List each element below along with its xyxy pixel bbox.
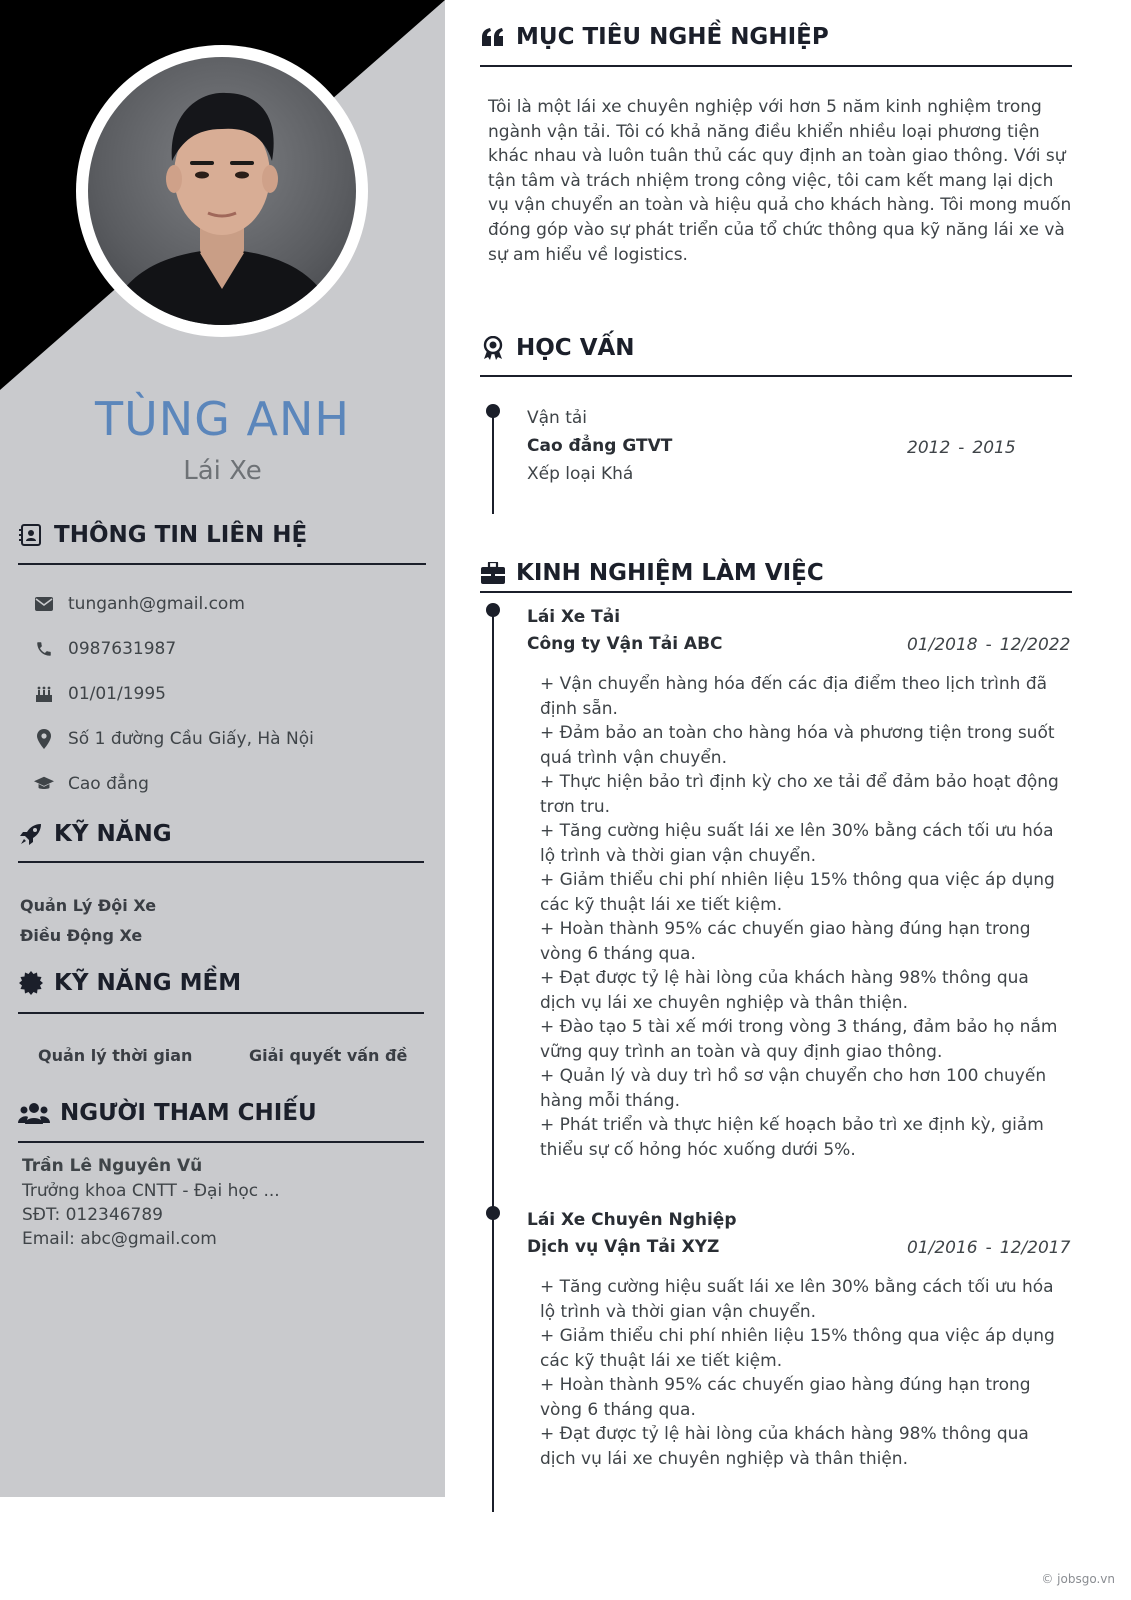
job-bullet: + Giảm thiểu chi phí nhiên liệu 15% thông qua việc áp dụng các kỹ thuật lái xe tiết kiệm.: [540, 1326, 1055, 1371]
contact-card-icon: [18, 522, 44, 548]
job-bullet: + Vận chuyển hàng hóa đến các địa điểm theo lịch trình đã định sẵn.: [540, 674, 1048, 719]
education-timeline: [492, 408, 494, 514]
job-bullet: + Tăng cường hiệu suất lái xe lên 30% bằng cách tối ưu hóa lộ trình và thời gian vận chuyển.: [540, 821, 1054, 866]
contact-address: Số 1 đường Cầu Giấy, Hà Nội: [34, 729, 314, 749]
reference-position: Trưởng khoa CNTT - Đại học ...: [22, 1181, 280, 1201]
phone-icon: [34, 639, 54, 659]
briefcase-icon: [480, 560, 506, 586]
reference-name: Trần Lê Nguyên Vũ: [22, 1156, 203, 1176]
contact-email[interactable]: tunganh@gmail.com: [34, 594, 245, 614]
objective-divider: [480, 65, 1072, 67]
reference-phone: SĐT: 012346789: [22, 1205, 163, 1225]
gear-badge-icon: [18, 970, 44, 996]
candidate-name: TÙNG ANH: [95, 392, 350, 446]
job-bullet: + Phát triển và thực hiện kế hoạch bảo trì xe định kỳ, giảm thiểu sự cố hỏng hóc xuống dưới 5%.: [540, 1115, 1044, 1160]
job-company: Dịch vụ Vận Tải XYZ: [527, 1237, 720, 1257]
education-major: Vận tải: [527, 408, 588, 428]
candidate-role: Lái Xe: [183, 456, 262, 486]
soft-skill-item: Giải quyết vấn đề: [249, 1046, 408, 1065]
job-bullet: + Tăng cường hiệu suất lái xe lên 30% bằng cách tối ưu hóa lộ trình và thời gian vận chuyển.: [540, 1277, 1054, 1322]
education-divider: [480, 375, 1072, 377]
objective-section-title: MỤC TIÊU NGHỀ NGHIỆP: [480, 24, 829, 50]
footer-watermark[interactable]: © jobsgo.vn: [1041, 1572, 1115, 1586]
job-bullet: + Hoàn thành 95% các chuyến giao hàng đúng hạn trong vòng 6 tháng qua.: [540, 919, 1031, 964]
job-bullet: + Quản lý và duy trì hồ sơ vận chuyển cho hơn 100 chuyến hàng mỗi tháng.: [540, 1066, 1047, 1111]
contact-birthday: 01/01/1995: [34, 684, 166, 704]
education-grade: Xếp loại Khá: [527, 464, 634, 484]
graduation-cap-icon: [34, 774, 54, 794]
job-bullet: + Hoàn thành 95% các chuyến giao hàng đúng hạn trong vòng 6 tháng qua.: [540, 1375, 1031, 1420]
skills-section-title: KỸ NĂNG: [18, 821, 172, 847]
soft-skill-item: Quản lý thời gian: [38, 1046, 193, 1065]
experience-section-title: KINH NGHIỆM LÀM VIỆC: [480, 560, 824, 586]
job-company: Công ty Vận Tải ABC: [527, 634, 723, 654]
references-section-title: NGƯỜI THAM CHIẾU: [18, 1100, 317, 1126]
birthday-cake-icon: [34, 684, 54, 704]
references-divider: [18, 1141, 424, 1143]
soft-skills-section-title: KỸ NĂNG MỀM: [18, 970, 241, 996]
award-icon: [480, 335, 506, 361]
soft-skills-divider: [18, 1012, 424, 1014]
job-position: Lái Xe Tải: [527, 607, 621, 627]
contact-divider: [18, 563, 426, 565]
job-timeline-dot: [486, 1206, 500, 1220]
job-dates: 01/2016 - 12/2017: [907, 1238, 1071, 1258]
experience-timeline: [492, 608, 494, 1512]
sidebar: [0, 0, 445, 1497]
skill-item: Điều Động Xe: [20, 926, 143, 945]
education-timeline-dot: [486, 404, 500, 418]
job-position: Lái Xe Chuyên Nghiệp: [527, 1210, 737, 1230]
map-pin-icon: [34, 729, 54, 749]
reference-email: Email: abc@gmail.com: [22, 1229, 217, 1249]
skill-item: Quản Lý Đội Xe: [20, 896, 157, 915]
job-bullet: + Đạt được tỷ lệ hài lòng của khách hàng 98% thông qua dịch vụ lái xe chuyên nghiệp và thân thiện.: [540, 1424, 1029, 1469]
job-bullet: + Đạt được tỷ lệ hài lòng của khách hàng 98% thông qua dịch vụ lái xe chuyên nghiệp và thân thiện.: [540, 968, 1029, 1013]
job-bullet: + Thực hiện bảo trì định kỳ cho xe tải để đảm bảo hoạt động trơn tru.: [540, 772, 1059, 817]
experience-divider: [480, 591, 1072, 593]
envelope-icon: [34, 594, 54, 614]
users-icon: [18, 1100, 50, 1126]
job-bullet: + Đảm bảo an toàn cho hàng hóa và phương tiện trong suốt quá trình vận chuyển.: [540, 723, 1055, 768]
contact-education-level: Cao đẳng: [34, 774, 149, 794]
job-bullet: + Đào tạo 5 tài xế mới trong vòng 3 tháng, đảm bảo họ nắm vững quy trình an toàn và quy định giao thông.: [540, 1017, 1058, 1062]
objective-text: Tôi là một lái xe chuyên nghiệp với hơn 5 năm kinh nghiệm trong ngành vận tải. Tôi có khả năng điều khiển nhiều loại phương tiện khác nhau và luôn tuân thủ các quy định an toàn giao thông. Với sự tận tâm và trách nhiệm trong công việc, tôi cam kết mang lại dịch vụ vận chuyển an toàn và hiệu quả cho khách hàng. Tôi mong muốn đóng góp vào sự phát triển của tổ chức thông qua kỹ năng lái xe và sự am hiểu về logistics.: [488, 97, 1072, 265]
job-description: [540, 672, 1060, 1162]
avatar: [88, 57, 356, 325]
job-dates: 01/2018 - 12/2022: [907, 635, 1071, 655]
job-timeline-dot: [486, 603, 500, 617]
education-section-title: HỌC VẤN: [480, 335, 635, 361]
contact-section-title: THÔNG TIN LIÊN HỆ: [18, 522, 307, 548]
quote-icon: [480, 24, 506, 50]
education-dates: 2012 - 2015: [907, 438, 1016, 458]
education-school: Cao đẳng GTVT: [527, 436, 673, 456]
job-description: [540, 1275, 1060, 1471]
skills-divider: [18, 861, 424, 863]
job-bullet: + Giảm thiểu chi phí nhiên liệu 15% thông qua việc áp dụng các kỹ thuật lái xe tiết kiệm.: [540, 870, 1055, 915]
rocket-icon: [18, 821, 44, 847]
contact-phone[interactable]: 0987631987: [34, 639, 176, 659]
